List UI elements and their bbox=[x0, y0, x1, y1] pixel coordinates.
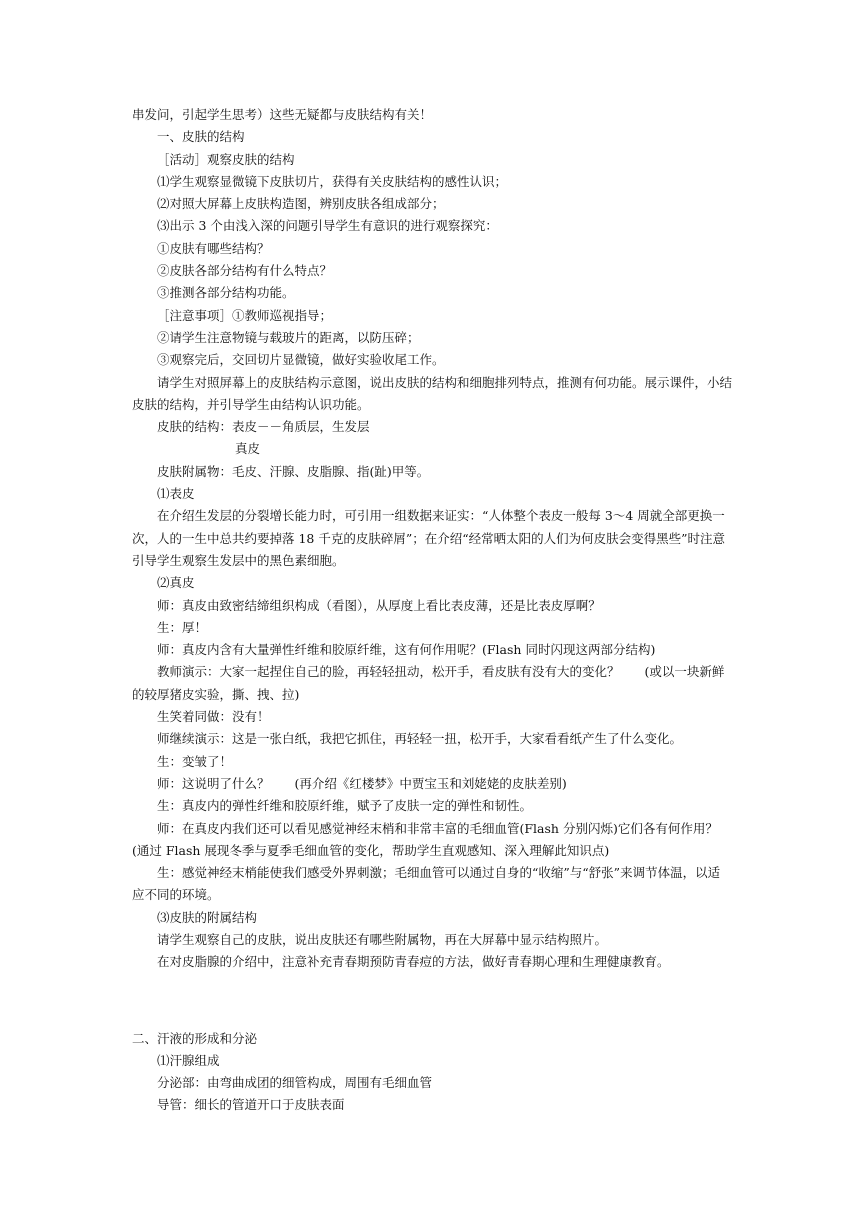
paragraph: ⑴表皮 bbox=[157, 486, 195, 502]
paragraph: 师：在真皮内我们还可以看见感觉神经末梢和非常丰富的毛细血管(Flash 分别闪烁)它们各有何作用？(通过 Flash 展现冬季与夏季毛细血管的变化，帮助学生直观感知、深入理解此知识点) bbox=[132, 820, 718, 858]
section-text: 串发问，引起学生思考）这些无疑都与皮肤结构有关！ bbox=[132, 107, 433, 122]
paragraph: 生：感觉神经末梢能使我们感受外界刺激；毛细血管可以通过自身的“收缩”与“舒张”来调节体温，以适应不同的环境。 bbox=[132, 865, 721, 903]
paragraph: 教师演示：大家一起捏住自己的脸，再轻轻扭动，松开手，看皮肤有没有大的变化？ (或以一块新鲜的较厚猪皮实验，撕、拽、拉) bbox=[132, 664, 725, 702]
paragraph: 生：厚！ bbox=[157, 619, 208, 635]
paragraph: ⑵对照大屏幕上皮肤构造图，辨别皮肤各组成部分； bbox=[157, 196, 445, 212]
paragraph: 在介绍生发层的分裂增长能力时，可引用一组数据来证实：“人体整个表皮一般每 3～4 周就全部更换一次，人的一生中总共约要掉落 18 千克的皮肤碎屑”；在介绍“经常晒太阳的人们为何皮肤会变得黑些”时注意引导学生观察生发层中的黑色素细胞。 bbox=[132, 508, 726, 568]
paragraph: ②请学生注意物镜与载玻片的距离，以防压碎； bbox=[157, 329, 420, 345]
paragraph: ⑶皮肤的附属结构 bbox=[157, 909, 258, 925]
paragraph: 师：这说明了什么？ (再介绍《红楼梦》中贾宝玉和刘姥姥的皮肤差别) bbox=[157, 775, 567, 791]
paragraph: ［注意事项］①教师巡视指导； bbox=[157, 307, 333, 323]
paragraph: ⑴学生观察显微镜下皮肤切片，获得有关皮肤结构的感性认识； bbox=[157, 173, 508, 189]
paragraph: ③推测各部分结构功能。 bbox=[157, 285, 295, 301]
paragraph: 生：真皮内的弹性纤维和胶原纤维，赋予了皮肤一定的弹性和韧性。 bbox=[157, 798, 533, 814]
document-body bbox=[132, 104, 732, 1117]
paragraph: 请学生观察自己的皮肤，说出皮肤还有哪些附属物，再在大屏幕中显示结构照片。 bbox=[157, 931, 608, 947]
paragraph: ⑶出示 3 个由浅入深的问题引导学生有意识的进行观察探究： bbox=[157, 218, 498, 234]
paragraph: 分泌部：由弯曲成团的细管构成，周围有毛细血管 bbox=[157, 1075, 433, 1091]
paragraph: 皮肤的结构：表皮－－角质层，生发层 bbox=[157, 419, 370, 435]
paragraph: ⑴汗腺组成 bbox=[157, 1052, 220, 1068]
paragraph: ⑵真皮 bbox=[157, 575, 195, 591]
paragraph: 生：变皱了！ bbox=[157, 753, 233, 769]
paragraph: 真皮 bbox=[235, 441, 261, 457]
paragraph: ［活动］观察皮肤的结构 bbox=[157, 151, 295, 167]
paragraph: ③观察完后，交回切片显微镜，做好实验收尾工作。 bbox=[157, 352, 445, 368]
paragraph: 生笑着同做：没有！ bbox=[157, 709, 270, 725]
paragraph: 请学生对照屏幕上的皮肤结构示意图，说出皮肤的结构和细胞排列特点，推测有何功能。展示课件，小结皮肤的结构，并引导学生由结构认识功能。 bbox=[132, 374, 733, 412]
paragraph: 皮肤附属物：毛皮、汗腺、皮脂腺、指(趾)甲等。 bbox=[157, 463, 430, 479]
blank-line bbox=[132, 990, 732, 1012]
paragraph: 导管：细长的管道开口于皮肤表面 bbox=[157, 1097, 345, 1113]
paragraph: 师继续演示：这是一张白纸，我把它抓住，再轻轻一扭，松开手，大家看看纸产生了什么变化。 bbox=[157, 731, 683, 747]
paragraph: 师：真皮内含有大量弹性纤维和胶原纤维，这有何作用呢？(Flash 同时闪现这两部分结构) bbox=[157, 642, 656, 658]
section-text: 二、汗液的形成和分泌 bbox=[132, 1030, 258, 1046]
paragraph: 在对皮脂腺的介绍中，注意补充青春期预防青春痘的方法，做好青春期心理和生理健康教育。 bbox=[157, 954, 670, 970]
paragraph: 师：真皮由致密结缔组织构成（看图），从厚度上看比表皮薄，还是比表皮厚啊？ bbox=[157, 597, 601, 613]
paragraph: ①皮肤有哪些结构？ bbox=[157, 240, 270, 256]
paragraph: 一、皮肤的结构 bbox=[157, 129, 245, 145]
paragraph: ②皮肤各部分结构有什么特点？ bbox=[157, 263, 333, 279]
